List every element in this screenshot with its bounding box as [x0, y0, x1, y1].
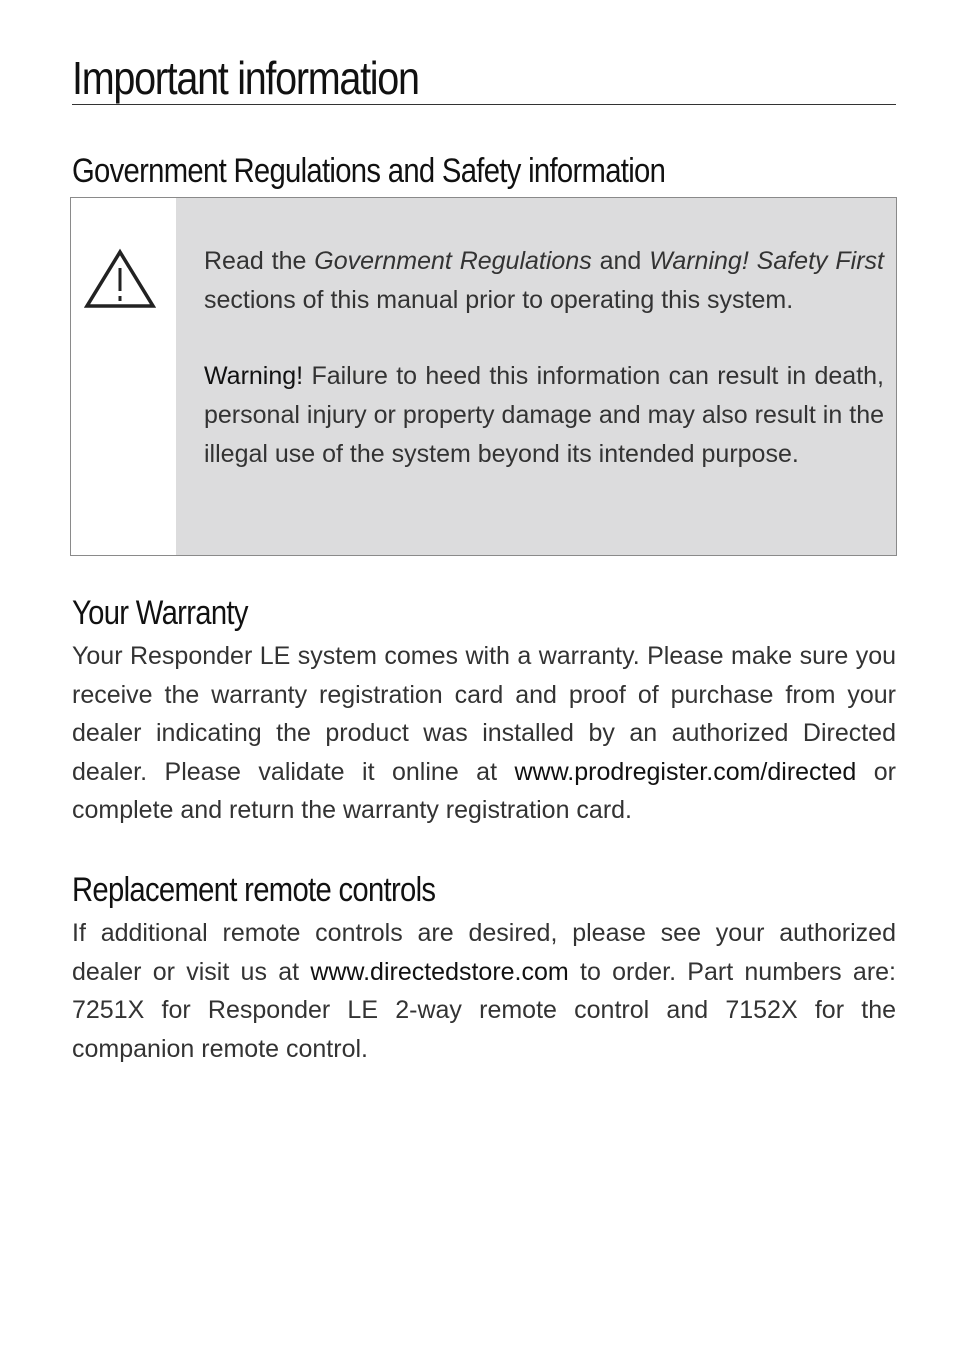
warranty-link[interactable]: www.prodregister.com/directed [514, 757, 857, 786]
safety-heading: Government Regulations and Safety information [72, 152, 666, 190]
safety-notice-box [70, 197, 897, 556]
safety-paragraph-read [204, 242, 884, 320]
safety-p1-suffix: sections of this manual prior to operating this system. [204, 286, 794, 314]
directedstore-link[interactable]: www.directedstore.com [310, 957, 569, 986]
safety-p1-prefix: Read the [204, 247, 315, 275]
remotes-text-before: If additional remote controls are desired, please see your authorized dealer or visit us at [72, 919, 896, 986]
safety-p1-emphasis-regulations: Government Regulations [314, 247, 592, 275]
remotes-text-after: to order. Part numbers are: 7251X for Responder LE 2-way remote control and 7152X for the companion remote control. [72, 957, 896, 1063]
warning-text: Failure to heed this information can result in death, personal injury or property damage and may also result in the illegal use of the system beyond its intended purpose. [204, 362, 884, 468]
warning-triangle-icon [84, 248, 156, 310]
warning-lead: Warning! [204, 362, 304, 390]
safety-paragraph-warning [204, 357, 884, 474]
safety-p1-emphasis-safety-first: Warning! Safety First [649, 247, 884, 275]
safety-p1-and: and [591, 247, 650, 275]
safety-icon-column [71, 198, 176, 555]
warranty-heading: Your Warranty [72, 594, 248, 632]
remotes-heading: Replacement remote controls [72, 871, 436, 909]
warranty-text-after: or complete and return the warranty registration card. [72, 757, 896, 824]
safety-text-column [176, 198, 896, 555]
page-title-text: Important information [72, 52, 419, 104]
warranty-text-before: Your Responder LE system comes with a warranty. Please make sure you receive the warranty registration card and proof of purchase from your dealer indicating the product was installed by an authorized Directed dealer. Please validate it online at [72, 642, 896, 786]
page-title [72, 52, 896, 105]
remotes-paragraph [72, 914, 896, 1068]
warranty-paragraph [72, 637, 896, 830]
